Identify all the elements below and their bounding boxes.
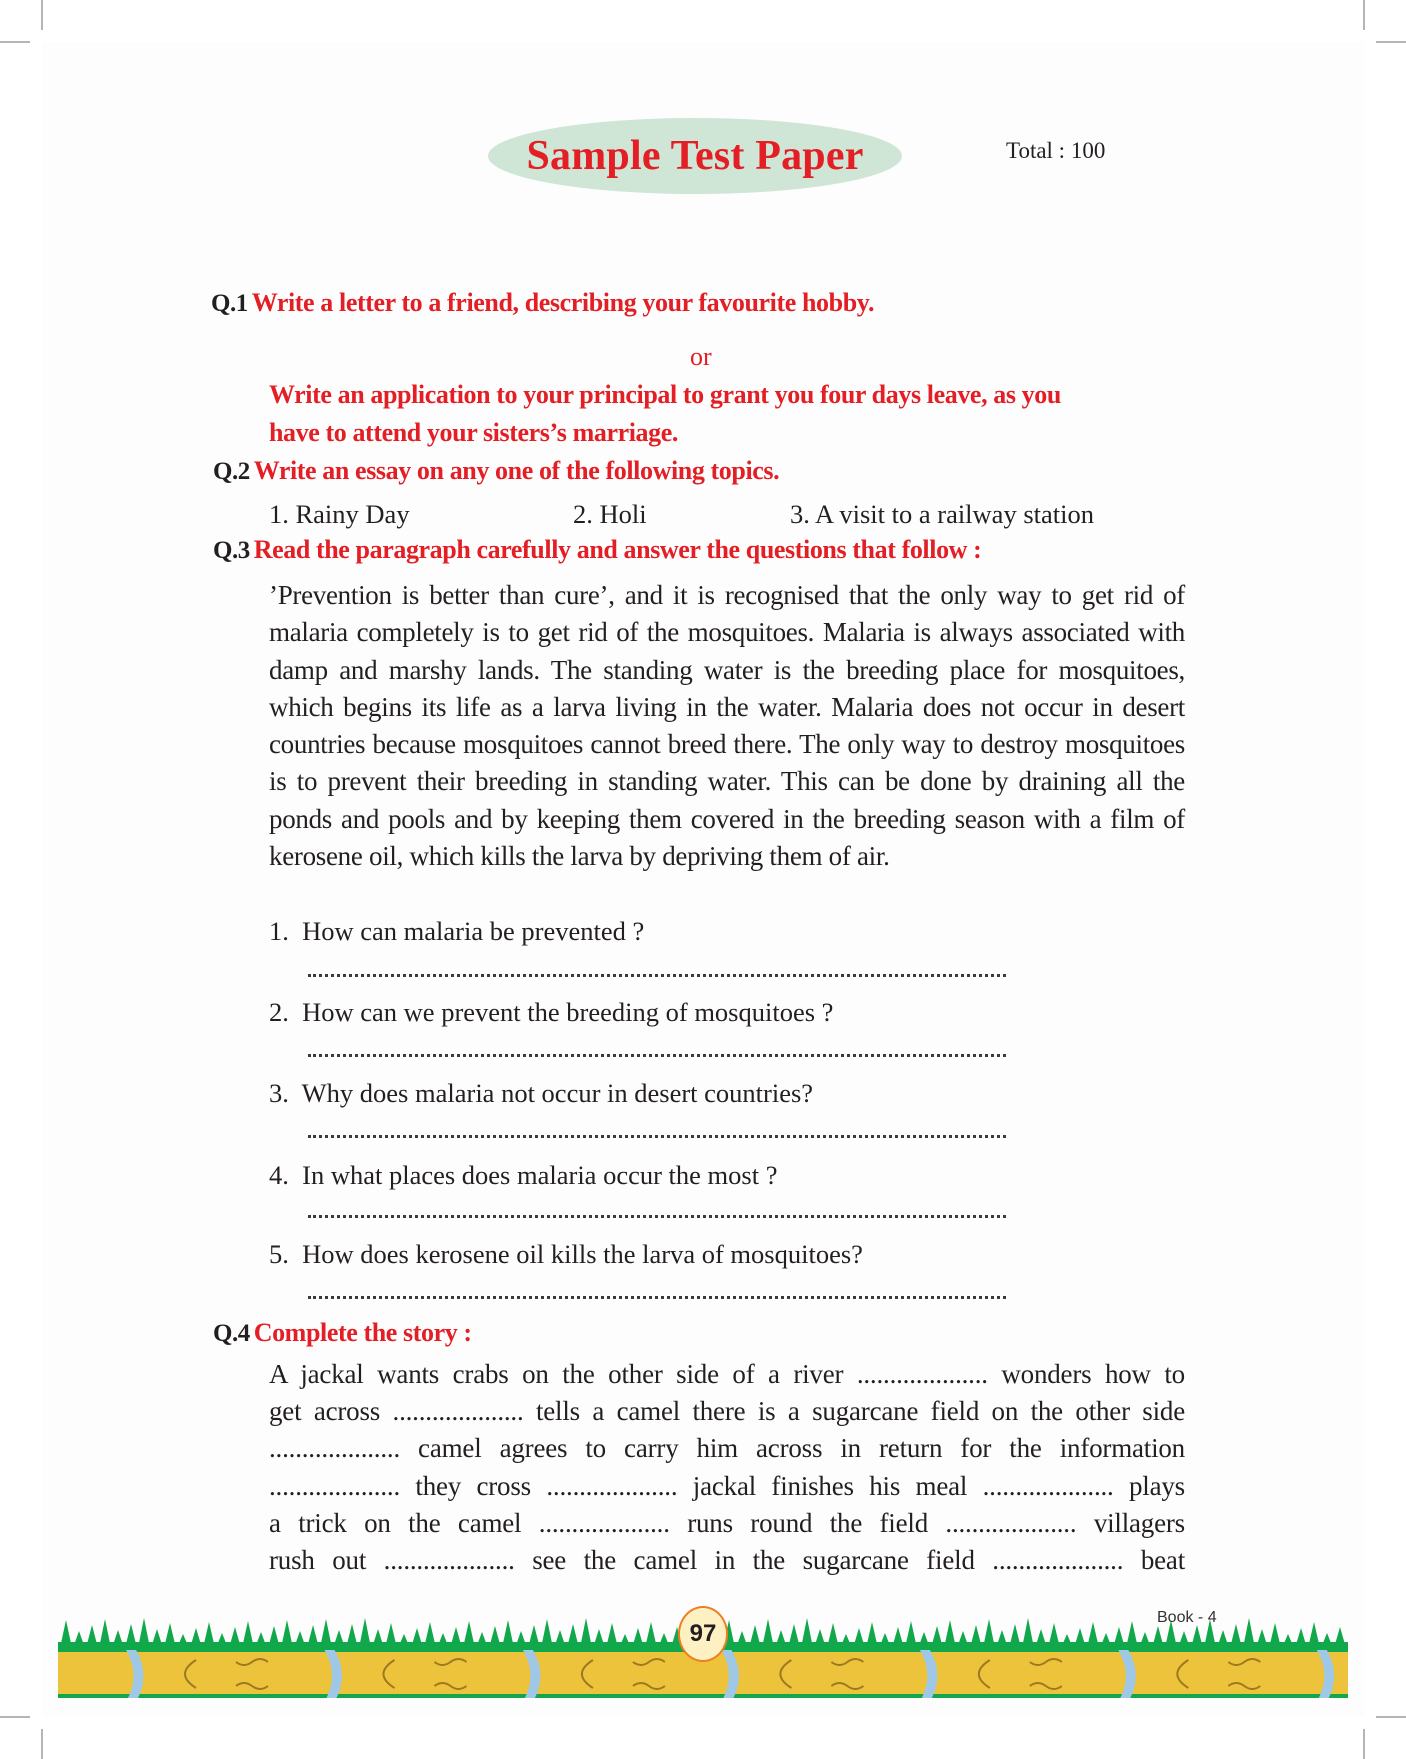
crop-mark: [41, 1729, 43, 1759]
tree-icon: [749, 1625, 761, 1648]
tree-icon: [112, 1630, 124, 1648]
tree-icon: [918, 1632, 930, 1648]
question-label: Q.2: [213, 458, 250, 485]
sub-question-text: How does kerosene oil kills the larva of mosquitoes?: [302, 1239, 863, 1269]
tree-icon: [1321, 1633, 1333, 1648]
sub-question-number: 2.: [269, 997, 289, 1027]
answer-line[interactable]: [308, 1215, 1006, 1218]
tree-icon: [762, 1619, 774, 1648]
sub-question-number: 3.: [269, 1078, 289, 1108]
tree-icon: [983, 1619, 995, 1648]
tree-icon: [632, 1628, 644, 1648]
tree-icon: [307, 1625, 319, 1648]
tree-icon: [541, 1619, 553, 1648]
sub-question-text: How can we prevent the breeding of mosquitoes ?: [302, 997, 834, 1027]
tree-icon: [73, 1631, 85, 1648]
tree-icon: [775, 1630, 787, 1648]
tree-icon: [424, 1622, 436, 1648]
story-line: rush out .................... see the camel in the sugarcane field .................... beat: [269, 1545, 1185, 1576]
question-4: [213, 1318, 472, 1348]
question-text: Write a letter to a friend, describing your favourite hobby.: [251, 288, 875, 317]
tree-icon: [814, 1629, 826, 1648]
tree-icon: [853, 1628, 865, 1648]
tree-icon: [346, 1624, 358, 1648]
tree-icon: [151, 1629, 163, 1648]
question-1-alt-line-2: have to attend your sisters’s marriage.: [269, 418, 678, 447]
tree-icon: [1100, 1633, 1112, 1648]
sub-question-number: 1.: [269, 916, 289, 946]
tree-icon: [840, 1634, 852, 1648]
question-1-alt-line-1: Write an application to your principal to grant you four days leave, as you: [269, 380, 1061, 409]
tree-icon: [398, 1634, 410, 1648]
tree-icon: [1152, 1626, 1164, 1648]
tree-icon: [489, 1626, 501, 1648]
sub-question: [269, 1075, 813, 1112]
answer-line[interactable]: [308, 1296, 1006, 1299]
page-number: 97: [689, 1620, 717, 1647]
tree-icon: [1022, 1618, 1034, 1648]
tree-icon: [502, 1620, 514, 1648]
question-label: Q.3: [213, 537, 250, 564]
sub-question-text: Why does malaria not occur in desert countries?: [301, 1078, 814, 1108]
tree-icon: [645, 1622, 657, 1648]
tree-icon: [1295, 1628, 1307, 1648]
tree-icon: [788, 1624, 800, 1648]
reading-passage: ’Prevention is better than cure’, and it is recognised that the only way to get rid of malaria completely is to get rid of the mosquitoes. Malaria is always associated with damp and marshy lands. The standing water is the breeding place for mosquitoes, which begins its life as a larva living in the water. Malaria does not occur in desert countries because mosquitoes cannot breed there. The only way to destroy mosquitoes is to prevent their breeding in standing water. This can be done by draining all the ponds and pools and by keeping them covered in the breeding season with a film of kerosene oil, which kills the larva by depriving them of air.: [269, 580, 1185, 872]
sub-question: [269, 1157, 777, 1194]
essay-topic: 1. Rainy Day: [269, 499, 410, 529]
essay-topic: 2. Holi: [573, 499, 647, 529]
essay-topic: 3. A visit to a railway station: [790, 499, 1094, 529]
tree-icon: [203, 1622, 215, 1648]
tree-icon: [827, 1623, 839, 1648]
tree-icon: [606, 1623, 618, 1648]
sub-question-number: 4.: [269, 1160, 289, 1190]
story-line: .................... they cross .................... jackal finishes his meal .................... plays: [269, 1470, 1185, 1501]
tree-icon: [1230, 1624, 1242, 1648]
or-separator: or: [690, 342, 712, 371]
tree-icon: [996, 1630, 1008, 1648]
tree-icon: [1256, 1629, 1268, 1648]
tree-icon: [255, 1632, 267, 1648]
tree-icon: [1074, 1628, 1086, 1648]
tree-icon: [944, 1620, 956, 1648]
tree-icon: [281, 1620, 293, 1648]
sub-question: [269, 1236, 863, 1273]
tree-icon: [216, 1633, 228, 1648]
tree-icon: [125, 1624, 137, 1648]
tree-icon: [333, 1630, 345, 1648]
answer-line[interactable]: [308, 1054, 1006, 1057]
question-text: Write an essay on any one of the following topics.: [253, 456, 780, 485]
tree-icon: [1243, 1618, 1255, 1648]
story-line: A jackal wants crabs on the other side of a river .................... wonders how to: [269, 1359, 1185, 1389]
sub-question: [269, 994, 833, 1031]
tree-icon: [242, 1621, 254, 1648]
tree-icon: [385, 1623, 397, 1648]
crop-mark: [1363, 1729, 1365, 1759]
crop-mark: [1376, 41, 1406, 43]
tree-icon: [970, 1625, 982, 1648]
crop-mark: [0, 41, 30, 43]
tree-icon: [905, 1621, 917, 1648]
story-passage: [269, 1356, 1185, 1579]
answer-line[interactable]: [308, 974, 1006, 977]
tree-icon: [1061, 1634, 1073, 1648]
tree-icon: [593, 1629, 605, 1648]
tree-icon: [229, 1627, 241, 1648]
tree-icon: [411, 1628, 423, 1648]
tree-icon: [99, 1619, 111, 1648]
crop-mark: [41, 0, 43, 30]
tree-icon: [1334, 1627, 1346, 1648]
tree-icon: [554, 1630, 566, 1648]
tree-icon: [476, 1632, 488, 1648]
page-title: Sample Test Paper: [526, 133, 864, 179]
tree-icon: [1282, 1634, 1294, 1648]
tree-icon: [658, 1633, 670, 1648]
tree-icon: [866, 1622, 878, 1648]
tree-icon: [450, 1627, 462, 1648]
question-label: Q.4: [213, 1320, 250, 1347]
tree-icon: [177, 1634, 189, 1648]
ground-strip: [58, 1694, 1348, 1698]
tree-icon: [879, 1633, 891, 1648]
tree-icon: [1126, 1621, 1138, 1648]
question-3: [213, 535, 981, 565]
tree-icon: [294, 1631, 306, 1648]
crop-mark: [0, 1716, 30, 1718]
tree-icon: [736, 1631, 748, 1648]
tree-icon: [1217, 1630, 1229, 1648]
tree-icon: [892, 1627, 904, 1648]
tree-icon: [515, 1631, 527, 1648]
tree-icon: [1113, 1627, 1125, 1648]
tree-icon: [931, 1626, 943, 1648]
question-2: [213, 456, 779, 486]
sub-question: [269, 913, 644, 950]
tree-icon: [957, 1631, 969, 1648]
tree-icon: [60, 1620, 72, 1648]
tree-icon: [1178, 1631, 1190, 1648]
tree-icon: [1087, 1622, 1099, 1648]
tree-icon: [619, 1634, 631, 1648]
book-label: Book - 4: [1157, 1609, 1217, 1626]
tree-icon: [1269, 1623, 1281, 1648]
question-text: Complete the story :: [253, 1318, 472, 1347]
question-label: Q.1: [211, 290, 248, 317]
question-text: Read the paragraph carefully and answer the questions that follow :: [253, 535, 982, 564]
story-line: .................... camel agrees to carry him across in return for the information: [269, 1433, 1185, 1464]
sub-question-number: 5.: [269, 1239, 289, 1269]
crop-mark: [1363, 0, 1365, 30]
tree-icon: [372, 1629, 384, 1648]
sub-question-text: How can malaria be prevented ?: [302, 916, 645, 946]
answer-line[interactable]: [308, 1135, 1006, 1138]
tree-icon: [86, 1625, 98, 1648]
crop-mark: [1376, 1716, 1406, 1718]
page-number-badge: [678, 1606, 728, 1662]
story-line: a trick on the camel .................... runs round the field .................... villagers: [269, 1507, 1185, 1538]
tree-icon: [1009, 1624, 1021, 1648]
tree-icon: [1139, 1632, 1151, 1648]
tree-icon: [320, 1619, 332, 1648]
tree-icon: [463, 1621, 475, 1648]
tree-icon: [1035, 1629, 1047, 1648]
tree-icon: [1191, 1625, 1203, 1648]
total-marks: Total : 100: [1006, 138, 1106, 163]
title-banner: [488, 118, 902, 194]
sub-question-text: In what places does malaria occur the most ?: [302, 1160, 778, 1190]
tree-icon: [1308, 1622, 1320, 1648]
tree-icon: [528, 1625, 540, 1648]
question-1: [211, 288, 874, 318]
tree-icon: [359, 1618, 371, 1648]
tree-icon: [437, 1633, 449, 1648]
tree-icon: [138, 1618, 150, 1648]
tree-icon: [1048, 1623, 1060, 1648]
tree-icon: [567, 1624, 579, 1648]
tree-icon: [268, 1626, 280, 1648]
tree-icon: [190, 1628, 202, 1648]
tree-icon: [801, 1618, 813, 1648]
tree-icon: [580, 1618, 592, 1648]
tree-icon: [164, 1623, 176, 1648]
story-line: get across .................... tells a camel there is a sugarcane field on the other side: [269, 1396, 1185, 1427]
